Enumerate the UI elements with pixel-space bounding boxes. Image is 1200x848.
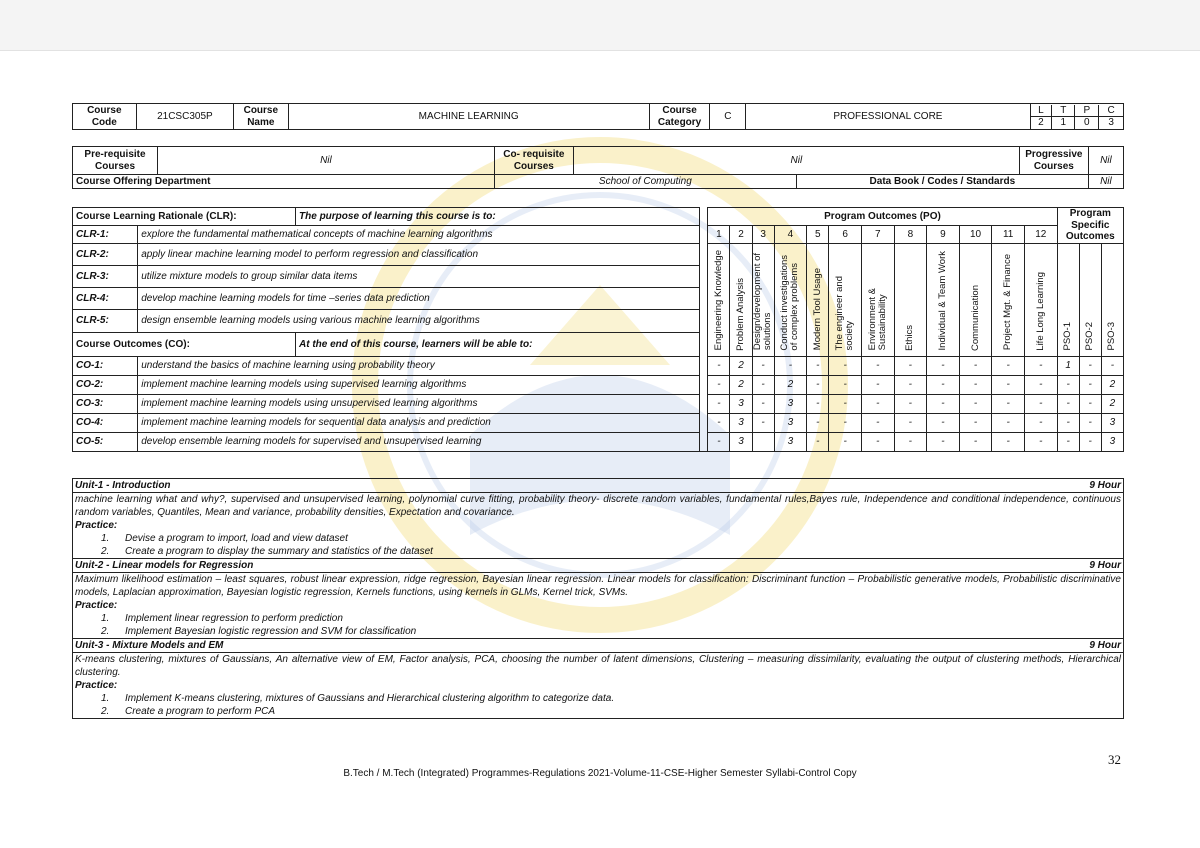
spacer-cell — [700, 433, 708, 452]
spacer-cell — [700, 226, 708, 244]
po-header-label: Project Mgt. & Finance — [1002, 254, 1014, 351]
mapping-value: - — [1024, 414, 1057, 433]
co-text: implement machine learning models for sequential data analysis and prediction — [138, 414, 700, 433]
practice-number: 1. — [101, 533, 110, 544]
mapping-value: - — [1057, 395, 1079, 414]
po-header-label: PSO-1 — [1062, 321, 1074, 351]
clr-code: CLR-1: — [73, 226, 138, 244]
mapping-value: - — [1079, 414, 1101, 433]
spacer-cell — [700, 332, 708, 356]
mapping-value: 3 — [1101, 414, 1123, 433]
course-code: 21CSC305P — [136, 104, 234, 130]
progressive-value: Nil — [1088, 147, 1123, 175]
ltpc-label: L — [1031, 105, 1052, 117]
mapping-value: - — [807, 376, 829, 395]
clr-text: explore the fundamental mathematical concepts of machine learning algorithms — [138, 226, 700, 244]
mapping-value: - — [774, 357, 807, 376]
mapping-value: - — [894, 395, 927, 414]
po-number: 1 — [708, 226, 730, 244]
spacer-cell — [700, 357, 708, 376]
po-header-label: The engineer and society — [834, 276, 856, 351]
mapping-value: - — [1079, 376, 1101, 395]
po-header-label: PSO-3 — [1106, 321, 1118, 351]
mapping-value: 3 — [1101, 433, 1123, 452]
unit-title-bar — [72, 638, 1124, 653]
mapping-value: - — [1057, 414, 1079, 433]
mapping-value: - — [708, 414, 730, 433]
mapping-value: - — [829, 357, 862, 376]
mapping-value: - — [752, 357, 774, 376]
po-number: 11 — [992, 226, 1025, 244]
mapping-value: - — [1079, 433, 1101, 452]
category-name: PROFESSIONAL CORE — [746, 104, 1030, 130]
mapping-value: 3 — [774, 414, 807, 433]
mapping-value: - — [708, 433, 730, 452]
clr-code: CLR-2: — [73, 244, 138, 266]
practice-item — [75, 612, 1121, 625]
mapping-value: - — [708, 376, 730, 395]
spacer-cell — [700, 244, 708, 266]
clr-code: CLR-4: — [73, 288, 138, 310]
unit-title-bar — [72, 558, 1124, 573]
po-number: 8 — [894, 226, 927, 244]
course-category: C — [710, 104, 746, 130]
mapping-value: - — [992, 357, 1025, 376]
page-footer: B.Tech / M.Tech (Integrated) Programmes-Regulations 2021-Volume-11-CSE-Higher Semester Syllabi-Control Copy — [343, 768, 857, 779]
coreq-label: Co- requisite Courses — [494, 147, 573, 175]
mapping-value: - — [861, 433, 894, 452]
spacer-cell — [700, 288, 708, 310]
mapping-value: - — [894, 414, 927, 433]
po-header — [774, 244, 807, 357]
mapping-value: 3 — [774, 433, 807, 452]
mapping-value: 2 — [730, 357, 752, 376]
practice-label: Practice: — [75, 600, 118, 611]
practice-item — [75, 692, 1121, 705]
po-header — [1079, 244, 1101, 357]
spacer-cell — [700, 376, 708, 395]
unit-body: machine learning what and why?, supervised and unsupervised learning, polynomial curve fitting, probability theory- discrete random variables, fundamental rules,Bayes rule, Independence and conditional independence, continuous random variables, Quantiles, Mean and variance, probability densities, Expectation and covariance. — [75, 494, 1121, 518]
spacer-cell — [700, 208, 708, 226]
outcomes-table — [72, 207, 1124, 452]
mapping-value: - — [829, 414, 862, 433]
progressive-label: Progressive Courses — [1019, 147, 1088, 175]
mapping-value: - — [927, 376, 960, 395]
po-number: 5 — [807, 226, 829, 244]
po-number: 6 — [829, 226, 862, 244]
practice-number: 2. — [101, 546, 110, 557]
clr-text: develop machine learning models for time –series data prediction — [138, 288, 700, 310]
practice-label: Practice: — [75, 680, 118, 691]
mapping-value: - — [752, 414, 774, 433]
clr-text: apply linear machine learning model to perform regression and classification — [138, 244, 700, 266]
unit-content — [72, 653, 1124, 719]
mapping-value: - — [1057, 376, 1079, 395]
spacer-cell — [700, 266, 708, 288]
ltpc-value: 0 — [1075, 117, 1099, 129]
course-category-label: Course Category — [649, 104, 710, 130]
po-header — [829, 244, 862, 357]
clr-text: design ensemble learning models using various machine learning algorithms — [138, 310, 700, 332]
mapping-value: 2 — [1101, 376, 1123, 395]
mapping-value: - — [959, 433, 992, 452]
unit-hours: 9 Hour — [1089, 480, 1121, 491]
mapping-value: - — [708, 357, 730, 376]
practice-number: 1. — [101, 613, 110, 624]
clr-text: utilize mixture models to group similar data items — [138, 266, 700, 288]
mapping-value: - — [992, 395, 1025, 414]
mapping-value: - — [1024, 357, 1057, 376]
course-name: MACHINE LEARNING — [288, 104, 649, 130]
mapping-value: - — [829, 395, 862, 414]
prerequisite-table — [72, 146, 1124, 189]
po-header — [730, 244, 752, 357]
practice-item — [75, 625, 1121, 638]
co-purpose: At the end of this course, learners will be able to: — [296, 332, 700, 356]
po-number: 7 — [861, 226, 894, 244]
unit-title: Unit-1 - Introduction — [75, 480, 171, 491]
po-header — [807, 244, 829, 357]
po-number: 10 — [959, 226, 992, 244]
mapping-value: 2 — [730, 376, 752, 395]
prereq-value: Nil — [158, 147, 495, 175]
mapping-value: - — [894, 433, 927, 452]
mapping-value: - — [861, 376, 894, 395]
mapping-value: - — [927, 433, 960, 452]
po-header — [959, 244, 992, 357]
unit-body: Maximum likelihood estimation – least squares, robust linear expression, ridge regression, Bayesian linear regression. Linear models for classification: Discriminant function – Probabilistic generative models, Probabilistic discriminative models, Laplacian approximation, Bayesian logistic regression, Kernels functions, using kernels in GLMs, Kernel trick, SVMs. — [75, 574, 1121, 598]
mapping-value: 3 — [730, 414, 752, 433]
mapping-value: - — [1101, 357, 1123, 376]
dept-label: Course Offering Department — [73, 175, 495, 189]
syllabus-units — [72, 478, 1124, 719]
mapping-value: - — [959, 357, 992, 376]
co-code: CO-4: — [73, 414, 138, 433]
co-text: implement machine learning models using unsupervised learning algorithms — [138, 395, 700, 414]
unit-title-bar — [72, 478, 1124, 493]
practice-number: 2. — [101, 706, 110, 717]
co-code: CO-1: — [73, 357, 138, 376]
mapping-value: - — [807, 395, 829, 414]
co-code: CO-5: — [73, 433, 138, 452]
unit-content — [72, 573, 1124, 638]
practice-text: Create a program to display the summary and statistics of the dataset — [125, 546, 433, 557]
practice-text: Create a program to perform PCA — [125, 706, 276, 717]
mapping-value: 1 — [1057, 357, 1079, 376]
co-text: develop ensemble learning models for supervised and unsupervised learning — [138, 433, 700, 452]
mapping-value: 3 — [730, 433, 752, 452]
co-code: CO-2: — [73, 376, 138, 395]
po-header-label: Modern Tool Usage — [811, 268, 823, 351]
mapping-value: - — [992, 433, 1025, 452]
po-header — [927, 244, 960, 357]
mapping-value: - — [1057, 433, 1079, 452]
mapping-value: - — [959, 414, 992, 433]
po-header — [752, 244, 774, 357]
mapping-value: - — [927, 395, 960, 414]
mapping-value: - — [894, 357, 927, 376]
mapping-value: - — [829, 433, 862, 452]
spacer-cell — [700, 414, 708, 433]
unit-hours: 9 Hour — [1089, 640, 1121, 651]
practice-text: Devise a program to import, load and view dataset — [125, 533, 348, 544]
po-header-label: Life Long Learning — [1034, 271, 1046, 351]
po-header-label: Engineering Knowledge — [712, 250, 724, 351]
unit-content — [72, 493, 1124, 558]
mapping-value: - — [861, 357, 894, 376]
po-header-label: Problem Analysis — [735, 277, 747, 351]
mapping-value: - — [752, 376, 774, 395]
coreq-value: Nil — [573, 147, 1019, 175]
mapping-value: - — [807, 414, 829, 433]
ltpc-value: 1 — [1052, 117, 1075, 129]
mapping-value: - — [708, 395, 730, 414]
viewer-top-bar — [0, 0, 1200, 51]
databook-value: Nil — [1088, 175, 1123, 189]
mapping-value: - — [992, 414, 1025, 433]
po-header — [861, 244, 894, 357]
dept-value: School of Computing — [494, 175, 796, 189]
clr-title: Course Learning Rationale (CLR): — [73, 208, 296, 226]
page-number: 32 — [1108, 752, 1121, 767]
po-number: 12 — [1024, 226, 1057, 244]
po-header — [992, 244, 1025, 357]
practice-number: 1. — [101, 693, 110, 704]
po-header — [894, 244, 927, 357]
spacer-cell — [700, 310, 708, 332]
databook-label: Data Book / Codes / Standards — [796, 175, 1088, 189]
spacer-cell — [700, 395, 708, 414]
course-header-table — [72, 103, 1124, 130]
practice-item — [75, 532, 1121, 545]
po-header-label: Conduct investigations of complex problems — [779, 254, 801, 351]
ltpc-label: C — [1099, 105, 1123, 117]
course-name-label: Course Name — [234, 104, 288, 130]
ltpc-value: 2 — [1031, 117, 1052, 129]
practice-text: Implement Bayesian logistic regression and SVM for classification — [125, 626, 417, 637]
prereq-label: Pre-requisite Courses — [73, 147, 158, 175]
mapping-value: - — [959, 376, 992, 395]
mapping-value: - — [959, 395, 992, 414]
practice-text: Implement K-means clustering, mixtures of Gaussians and Hierarchical clustering algorithm to categorize data. — [125, 693, 615, 704]
unit-title: Unit-2 - Linear models for Regression — [75, 560, 254, 571]
mapping-value: 2 — [774, 376, 807, 395]
mapping-value: - — [861, 395, 894, 414]
unit-hours: 9 Hour — [1089, 560, 1121, 571]
mapping-value: - — [1024, 395, 1057, 414]
po-header — [1057, 244, 1079, 357]
co-text: implement machine learning models using supervised learning algorithms — [138, 376, 700, 395]
co-code: CO-3: — [73, 395, 138, 414]
unit-body: K-means clustering, mixtures of Gaussians, An alternative view of EM, Factor analysis, PCA, choosing the number of latent dimensions, Clustering – measuring dissimilarity, evaluating the output of clustering methods, Hierarchical clustering. — [75, 654, 1121, 678]
po-header — [1024, 244, 1057, 357]
practice-item — [75, 545, 1121, 558]
po-header-label: Design/development of solutions — [752, 253, 774, 351]
mapping-value: - — [1079, 357, 1101, 376]
mapping-value: - — [1079, 395, 1101, 414]
practice-number: 2. — [101, 626, 110, 637]
co-text: understand the basics of machine learning using probability theory — [138, 357, 700, 376]
mapping-value: 3 — [730, 395, 752, 414]
po-header — [708, 244, 730, 357]
mapping-value: - — [807, 357, 829, 376]
mapping-value: - — [1024, 433, 1057, 452]
po-number: 9 — [927, 226, 960, 244]
mapping-value — [752, 433, 774, 452]
practice-item — [75, 705, 1121, 718]
mapping-value: - — [927, 414, 960, 433]
ltpc-label: P — [1075, 105, 1099, 117]
po-number: 3 — [752, 226, 774, 244]
pso-title: Program Specific Outcomes — [1057, 208, 1123, 244]
mapping-value: - — [894, 376, 927, 395]
clr-code: CLR-5: — [73, 310, 138, 332]
po-number: 2 — [730, 226, 752, 244]
clr-code: CLR-3: — [73, 266, 138, 288]
mapping-value: - — [752, 395, 774, 414]
clr-purpose: The purpose of learning this course is to: — [296, 208, 700, 226]
po-header — [1101, 244, 1123, 357]
practice-text: Implement linear regression to perform prediction — [125, 613, 343, 624]
po-header-label: PSO-2 — [1084, 321, 1096, 351]
co-title: Course Outcomes (CO): — [73, 332, 296, 356]
course-code-label: Course Code — [73, 104, 137, 130]
po-header-label: Environment & Sustainability — [866, 288, 888, 351]
practice-label: Practice: — [75, 520, 118, 531]
mapping-value: 3 — [774, 395, 807, 414]
mapping-value: - — [807, 433, 829, 452]
mapping-value: - — [829, 376, 862, 395]
po-number: 4 — [774, 226, 807, 244]
mapping-value: 2 — [1101, 395, 1123, 414]
mapping-value: - — [1024, 376, 1057, 395]
unit-title: Unit-3 - Mixture Models and EM — [75, 640, 224, 651]
ltpc-label: T — [1052, 105, 1075, 117]
po-header-label: Ethics — [904, 324, 916, 351]
ltpc-cell — [1030, 104, 1123, 130]
ltpc-value: 3 — [1099, 117, 1123, 129]
po-title: Program Outcomes (PO) — [708, 208, 1057, 226]
mapping-value: - — [927, 357, 960, 376]
mapping-value: - — [861, 414, 894, 433]
mapping-value: - — [992, 376, 1025, 395]
po-header-label: Individual & Team Work — [936, 251, 948, 351]
po-header-label: Communication — [969, 284, 981, 351]
